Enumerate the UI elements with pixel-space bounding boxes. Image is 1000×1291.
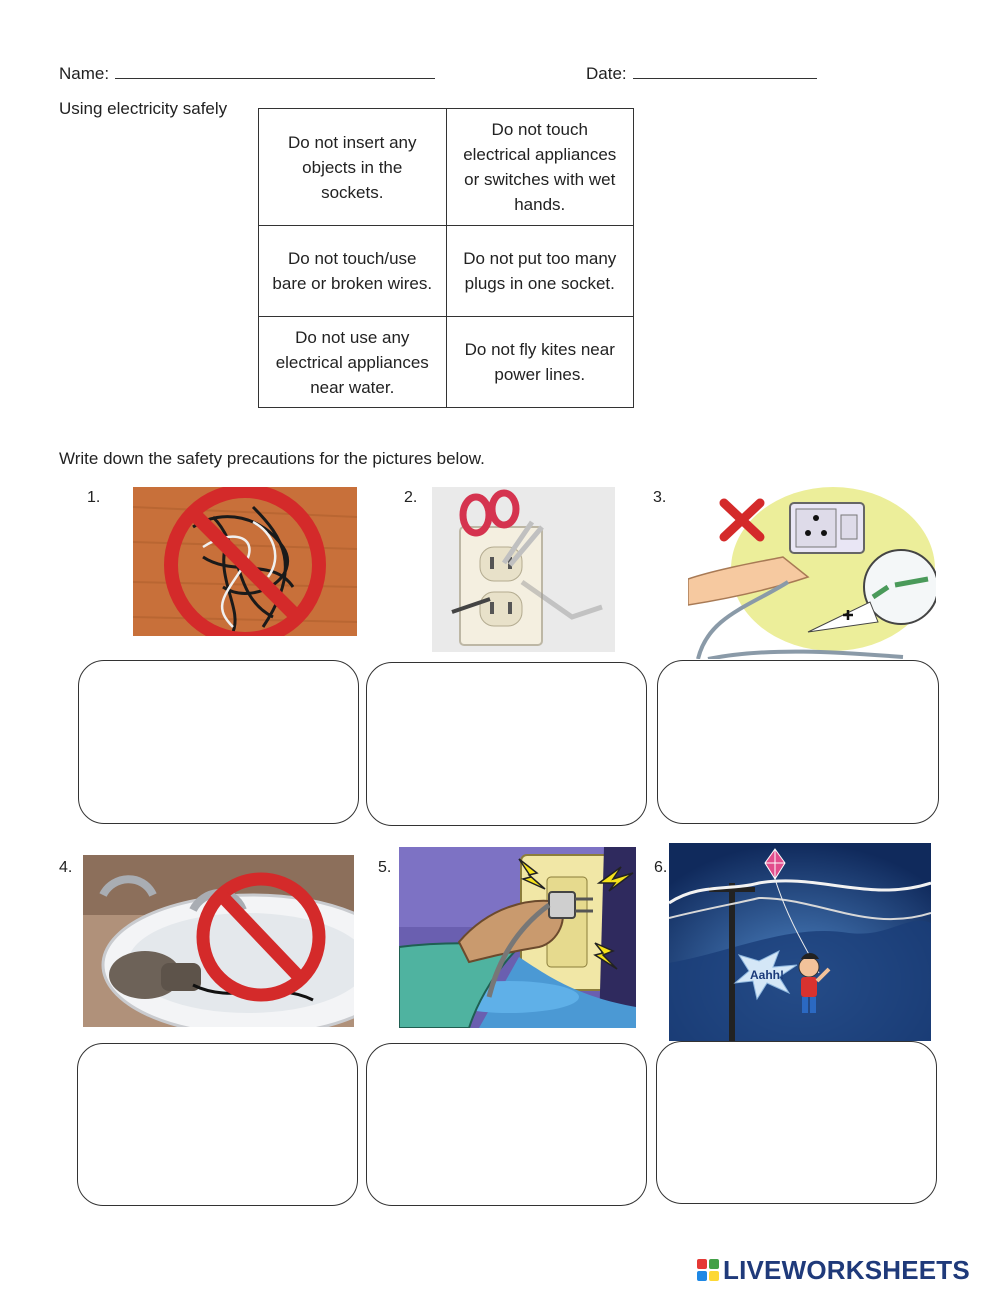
rule-cell: Do not use any electrical appliances near water. bbox=[259, 317, 447, 408]
table-row bbox=[259, 226, 634, 317]
overloaded-socket-image bbox=[133, 487, 357, 636]
kite-power-lines-illustration bbox=[669, 843, 931, 1041]
name-label: Name: bbox=[59, 64, 110, 83]
section-title: Using electricity safely bbox=[59, 99, 228, 118]
kite-power-lines-image bbox=[669, 843, 931, 1041]
answer-box-1[interactable] bbox=[78, 660, 359, 824]
table-row bbox=[259, 109, 634, 226]
picture-number-5: 5. bbox=[378, 859, 392, 876]
table-row bbox=[259, 317, 634, 408]
wet-hands-illustration bbox=[399, 847, 636, 1028]
scissors-outlet-illustration bbox=[432, 487, 615, 652]
hairdryer-sink-illustration bbox=[83, 855, 354, 1027]
scissors-in-outlet-image bbox=[432, 487, 615, 652]
rule-cell: Do not put too many plugs in one socket. bbox=[446, 226, 634, 317]
date-blank-line[interactable] bbox=[633, 60, 817, 79]
picture-number-2: 2. bbox=[404, 489, 418, 506]
exclamation-caption: Aahh! bbox=[750, 968, 784, 982]
wet-hands-plug-image bbox=[399, 847, 636, 1028]
date-field bbox=[586, 60, 817, 84]
answer-box-4[interactable] bbox=[77, 1043, 358, 1206]
answer-box-2[interactable] bbox=[366, 662, 647, 826]
answer-box-5[interactable] bbox=[366, 1043, 647, 1206]
picture-number-3: 3. bbox=[653, 489, 667, 506]
rule-cell: Do not touch/use bare or broken wires. bbox=[259, 226, 447, 317]
rule-cell: Do not touch electrical appliances or switches with wet hands. bbox=[446, 109, 634, 226]
broken-wire-image bbox=[688, 487, 936, 659]
name-blank-line[interactable] bbox=[115, 60, 435, 79]
rule-cell: Do not fly kites near power lines. bbox=[446, 317, 634, 408]
broken-wire-illustration bbox=[688, 487, 936, 659]
instructions: Write down the safety precautions for the pictures below. bbox=[59, 449, 485, 468]
liveworksheets-brand bbox=[697, 1253, 970, 1287]
liveworksheets-logo-icon bbox=[697, 1259, 719, 1281]
picture-number-1: 1. bbox=[87, 489, 101, 506]
answer-box-6[interactable] bbox=[656, 1041, 937, 1204]
picture-number-6: 6. bbox=[654, 859, 668, 876]
rules-table bbox=[258, 108, 634, 408]
answer-box-3[interactable] bbox=[657, 660, 939, 824]
brand-name: LIVEWORKSHEETS bbox=[723, 1254, 970, 1285]
name-field bbox=[59, 60, 435, 84]
picture-number-4: 4. bbox=[59, 859, 73, 876]
date-label: Date: bbox=[586, 64, 627, 83]
rule-cell: Do not insert any objects in the sockets. bbox=[259, 109, 447, 226]
overloaded-socket-illustration bbox=[133, 487, 357, 636]
hairdryer-near-water-image bbox=[83, 855, 354, 1027]
